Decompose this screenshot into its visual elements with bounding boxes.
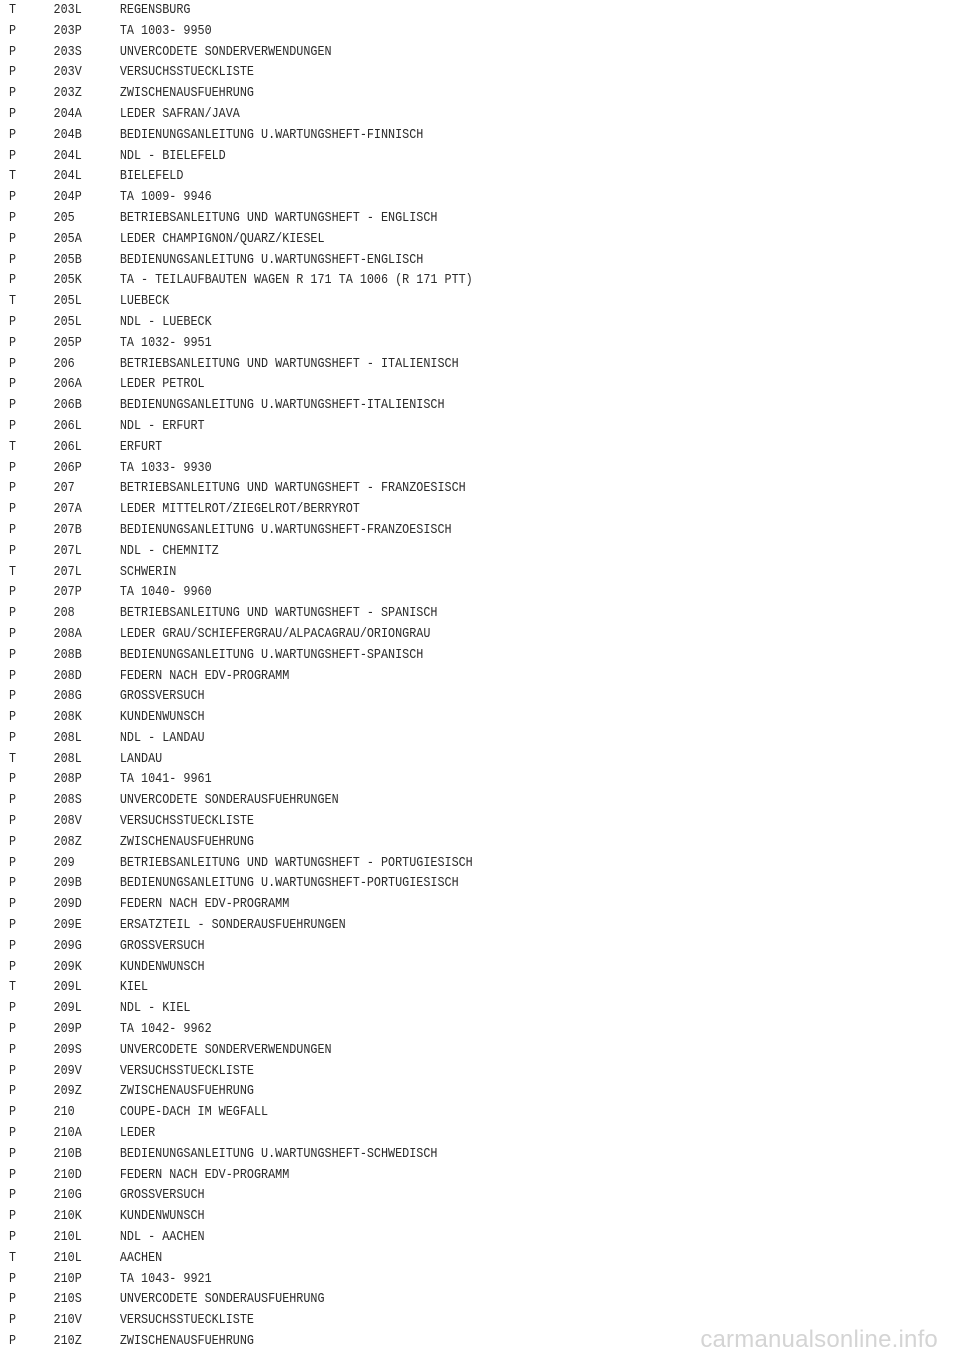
row-description: TA 1032- 9951: [119, 334, 212, 351]
list-item: [9, 458, 799, 479]
row-code: 210L: [53, 1229, 82, 1246]
row-description: VERSUCHSSTUECKLISTE: [119, 1312, 254, 1329]
row-code: 208B: [53, 646, 82, 663]
row-code: 207L: [53, 542, 82, 559]
row-type: P: [9, 1083, 17, 1100]
row-description: NDL - LANDAU: [119, 729, 205, 746]
row-code: 206B: [53, 397, 82, 414]
row-code: 203V: [53, 64, 82, 81]
list-item: [9, 250, 799, 271]
row-description: VERSUCHSSTUECKLISTE: [119, 813, 254, 830]
row-type: P: [9, 1041, 17, 1058]
row-code: 210L: [53, 1249, 82, 1266]
row-code: 209V: [53, 1062, 82, 1079]
row-description: ERFURT: [119, 438, 163, 455]
row-code: 210G: [53, 1187, 82, 1204]
row-code: 203P: [53, 22, 82, 39]
row-description: TA 1042- 9962: [119, 1021, 212, 1038]
list-item: [9, 853, 799, 874]
row-type: P: [9, 376, 17, 393]
row-type: P: [9, 147, 17, 164]
row-description: COUPE-DACH IM WEGFALL: [119, 1104, 269, 1121]
row-type: T: [9, 2, 17, 18]
list-item: [9, 686, 799, 707]
row-type: P: [9, 521, 17, 538]
row-type: P: [9, 667, 17, 684]
row-description: VERSUCHSSTUECKLISTE: [119, 1062, 254, 1079]
row-description: TA - TEILAUFBAUTEN WAGEN R 171 TA 1006 (R 171 PTT): [119, 272, 473, 289]
row-code: 206L: [53, 438, 82, 455]
list-item: [9, 666, 799, 687]
row-description: LEDER: [119, 1125, 156, 1142]
row-description: ZWISCHENAUSFUEHRUNG: [119, 1083, 254, 1100]
row-type: P: [9, 397, 17, 414]
row-type: P: [9, 1187, 17, 1204]
row-description: KIEL: [119, 979, 149, 996]
list-item: [9, 832, 799, 853]
list-item: [9, 1102, 799, 1123]
row-code: 209G: [53, 937, 82, 954]
row-description: UNVERCODETE SONDERVERWENDUNGEN: [119, 1041, 332, 1058]
row-code: 208P: [53, 771, 82, 788]
row-type: P: [9, 1229, 17, 1246]
list-item: [9, 1227, 799, 1248]
list-item: [9, 1206, 799, 1227]
list-item: [9, 1019, 799, 1040]
row-type: P: [9, 1000, 17, 1017]
row-code: 209L: [53, 979, 82, 996]
row-type: P: [9, 896, 17, 913]
row-code: 210S: [53, 1291, 82, 1308]
row-description: NDL - CHEMNITZ: [119, 542, 219, 559]
row-code: 204P: [53, 189, 82, 206]
row-type: P: [9, 1145, 17, 1162]
row-description: BIELEFELD: [119, 168, 184, 185]
row-description: TA 1043- 9921: [119, 1270, 212, 1287]
list-item: [9, 769, 799, 790]
row-description: SCHWERIN: [119, 563, 177, 580]
row-code: 204L: [53, 147, 82, 164]
row-code: 210Z: [53, 1333, 82, 1349]
row-type: P: [9, 1021, 17, 1038]
list-item: [9, 229, 799, 250]
row-type: P: [9, 792, 17, 809]
row-code: 209D: [53, 896, 82, 913]
row-type: P: [9, 813, 17, 830]
row-type: P: [9, 22, 17, 39]
row-type: P: [9, 126, 17, 143]
row-description: BETRIEBSANLEITUNG UND WARTUNGSHEFT - PORTUGIESISCH: [119, 854, 473, 871]
row-type: P: [9, 688, 17, 705]
row-code: 206P: [53, 459, 82, 476]
list-item: [9, 312, 799, 333]
row-type: P: [9, 1166, 17, 1183]
row-description: LANDAU: [119, 750, 163, 767]
list-item: [9, 62, 799, 83]
row-type: P: [9, 854, 17, 871]
row-description: TA 1009- 9946: [119, 189, 212, 206]
row-description: GROSSVERSUCH: [119, 1187, 205, 1204]
row-code: 207P: [53, 584, 82, 601]
row-description: ZWISCHENAUSFUEHRUNG: [119, 85, 254, 102]
row-description: BEDIENUNGSANLEITUNG U.WARTUNGSHEFT-FRANZOESISCH: [119, 521, 452, 538]
row-code: 207B: [53, 521, 82, 538]
row-type: T: [9, 438, 17, 455]
list-item: [9, 187, 799, 208]
list-item: [9, 1061, 799, 1082]
list-item: [9, 1040, 799, 1061]
row-code: 210D: [53, 1166, 82, 1183]
row-type: P: [9, 459, 17, 476]
list-item: [9, 416, 799, 437]
list-item: [9, 707, 799, 728]
row-type: P: [9, 251, 17, 268]
row-type: P: [9, 542, 17, 559]
row-code: 207L: [53, 563, 82, 580]
row-code: 208D: [53, 667, 82, 684]
list-item: [9, 208, 799, 229]
row-type: P: [9, 646, 17, 663]
row-description: FEDERN NACH EDV-PROGRAMM: [119, 1166, 290, 1183]
row-code: 203S: [53, 43, 82, 60]
row-code: 210A: [53, 1125, 82, 1142]
row-description: LEDER SAFRAN/JAVA: [119, 105, 240, 122]
list-item: [9, 1310, 799, 1331]
row-description: REGENSBURG: [119, 2, 191, 18]
row-type: P: [9, 729, 17, 746]
list-item: [9, 624, 799, 645]
list-item: [9, 395, 799, 416]
list-item: [9, 333, 799, 354]
row-description: TA 1041- 9961: [119, 771, 212, 788]
row-description: UNVERCODETE SONDERAUSFUEHRUNG: [119, 1291, 325, 1308]
list-item: [9, 1123, 799, 1144]
row-code: 209K: [53, 958, 82, 975]
row-type: P: [9, 1104, 17, 1121]
row-type: P: [9, 189, 17, 206]
row-description: BEDIENUNGSANLEITUNG U.WARTUNGSHEFT-SPANISCH: [119, 646, 424, 663]
row-type: P: [9, 709, 17, 726]
row-description: BETRIEBSANLEITUNG UND WARTUNGSHEFT - FRANZOESISCH: [119, 480, 466, 497]
row-type: P: [9, 272, 17, 289]
row-type: P: [9, 209, 17, 226]
list-item: [9, 728, 799, 749]
row-description: BETRIEBSANLEITUNG UND WARTUNGSHEFT - SPANISCH: [119, 605, 438, 622]
list-item: [9, 645, 799, 666]
list-item: [9, 811, 799, 832]
row-code: 210B: [53, 1145, 82, 1162]
row-description: ERSATZTEIL - SONDERAUSFUEHRUNGEN: [119, 917, 346, 934]
row-type: P: [9, 64, 17, 81]
row-code: 205L: [53, 293, 82, 310]
list-item: [9, 125, 799, 146]
list-item: [9, 478, 799, 499]
row-type: P: [9, 355, 17, 372]
row-type: P: [9, 1125, 17, 1142]
row-description: FEDERN NACH EDV-PROGRAMM: [119, 667, 290, 684]
row-code: 206: [53, 355, 75, 372]
row-type: P: [9, 417, 17, 434]
row-code: 206A: [53, 376, 82, 393]
row-code: 208S: [53, 792, 82, 809]
row-code: 204L: [53, 168, 82, 185]
row-type: P: [9, 334, 17, 351]
list-item: [9, 1185, 799, 1206]
row-type: P: [9, 958, 17, 975]
row-code: 208L: [53, 750, 82, 767]
row-code: 205K: [53, 272, 82, 289]
row-type: P: [9, 230, 17, 247]
list-item: [9, 1144, 799, 1165]
row-type: P: [9, 584, 17, 601]
row-code: 206L: [53, 417, 82, 434]
row-type: T: [9, 979, 17, 996]
row-code: 208Z: [53, 833, 82, 850]
list-item: [9, 1248, 799, 1269]
row-description: TA 1003- 9950: [119, 22, 212, 39]
row-description: TA 1033- 9930: [119, 459, 212, 476]
list-item: [9, 437, 799, 458]
row-type: P: [9, 1312, 17, 1329]
list-item: [9, 42, 799, 63]
row-type: P: [9, 480, 17, 497]
row-code: 209L: [53, 1000, 82, 1017]
row-type: P: [9, 917, 17, 934]
row-type: T: [9, 1249, 17, 1266]
row-code: 208K: [53, 709, 82, 726]
list-item: [9, 541, 799, 562]
list-item: [9, 749, 799, 770]
row-code: 204B: [53, 126, 82, 143]
row-description: NDL - BIELEFELD: [119, 147, 226, 164]
row-type: P: [9, 1062, 17, 1079]
row-type: P: [9, 313, 17, 330]
row-code: 210P: [53, 1270, 82, 1287]
list-item: [9, 957, 799, 978]
row-description: KUNDENWUNSCH: [119, 958, 205, 975]
row-type: P: [9, 1208, 17, 1225]
row-description: LEDER CHAMPIGNON/QUARZ/KIESEL: [119, 230, 325, 247]
row-type: P: [9, 625, 17, 642]
row-code: 208L: [53, 729, 82, 746]
list-item: [9, 915, 799, 936]
row-description: TA 1040- 9960: [119, 584, 212, 601]
row-code: 210K: [53, 1208, 82, 1225]
list-item: [9, 104, 799, 125]
row-description: ZWISCHENAUSFUEHRUNG: [119, 1333, 254, 1349]
row-description: LEDER MITTELROT/ZIEGELROT/BERRYROT: [119, 501, 360, 518]
row-type: P: [9, 771, 17, 788]
row-description: AACHEN: [119, 1249, 163, 1266]
list-item: [9, 270, 799, 291]
row-description: NDL - KIEL: [119, 1000, 191, 1017]
row-description: BEDIENUNGSANLEITUNG U.WARTUNGSHEFT-FINNISCH: [119, 126, 424, 143]
row-description: UNVERCODETE SONDERVERWENDUNGEN: [119, 43, 332, 60]
row-description: NDL - LUEBECK: [119, 313, 212, 330]
row-code: 205L: [53, 313, 82, 330]
row-description: BEDIENUNGSANLEITUNG U.WARTUNGSHEFT-ENGLISCH: [119, 251, 424, 268]
row-type: P: [9, 105, 17, 122]
row-type: P: [9, 501, 17, 518]
row-description: BEDIENUNGSANLEITUNG U.WARTUNGSHEFT-SCHWEDISCH: [119, 1145, 438, 1162]
list-item: [9, 873, 799, 894]
list-item: [9, 1289, 799, 1310]
row-code: 209: [53, 854, 75, 871]
row-description: GROSSVERSUCH: [119, 688, 205, 705]
watermark-text: carmanualsonline.info: [700, 1326, 938, 1353]
row-description: KUNDENWUNSCH: [119, 1208, 205, 1225]
list-item: [9, 354, 799, 375]
row-code: 209Z: [53, 1083, 82, 1100]
list-item: [9, 977, 799, 998]
row-code: 209E: [53, 917, 82, 934]
list-item: [9, 1081, 799, 1102]
row-type: T: [9, 563, 17, 580]
list-item: [9, 83, 799, 104]
list-item: [9, 520, 799, 541]
row-type: P: [9, 605, 17, 622]
row-description: NDL - AACHEN: [119, 1229, 205, 1246]
code-listing: [9, 0, 949, 1352]
row-code: 205A: [53, 230, 82, 247]
list-item: [9, 582, 799, 603]
list-item: [9, 0, 799, 21]
list-item: [9, 1269, 799, 1290]
list-item: [9, 291, 799, 312]
row-description: KUNDENWUNSCH: [119, 709, 205, 726]
list-item: [9, 894, 799, 915]
row-type: P: [9, 875, 17, 892]
row-description: LEDER PETROL: [119, 376, 205, 393]
list-item: [9, 21, 799, 42]
row-description: LEDER GRAU/SCHIEFERGRAU/ALPACAGRAU/ORIONGRAU: [119, 625, 431, 642]
row-description: BEDIENUNGSANLEITUNG U.WARTUNGSHEFT-ITALIENISCH: [119, 397, 445, 414]
row-type: P: [9, 937, 17, 954]
row-description: UNVERCODETE SONDERAUSFUEHRUNGEN: [119, 792, 339, 809]
row-code: 205: [53, 209, 75, 226]
list-item: [9, 998, 799, 1019]
row-type: P: [9, 1333, 17, 1349]
row-code: 208A: [53, 625, 82, 642]
list-item: [9, 499, 799, 520]
list-item: [9, 603, 799, 624]
row-type: T: [9, 750, 17, 767]
row-type: T: [9, 293, 17, 310]
row-code: 208G: [53, 688, 82, 705]
row-description: GROSSVERSUCH: [119, 937, 205, 954]
row-type: P: [9, 43, 17, 60]
list-item: [9, 562, 799, 583]
row-code: 203Z: [53, 85, 82, 102]
row-description: VERSUCHSSTUECKLISTE: [119, 64, 254, 81]
row-code: 210: [53, 1104, 75, 1121]
row-code: 208: [53, 605, 75, 622]
list-item: [9, 374, 799, 395]
row-type: T: [9, 168, 17, 185]
row-code: 205P: [53, 334, 82, 351]
row-description: BEDIENUNGSANLEITUNG U.WARTUNGSHEFT-PORTUGIESISCH: [119, 875, 459, 892]
list-item: [9, 1165, 799, 1186]
row-code: 207: [53, 480, 75, 497]
list-item: [9, 790, 799, 811]
row-code: 208V: [53, 813, 82, 830]
row-type: P: [9, 833, 17, 850]
list-item: [9, 936, 799, 957]
row-code: 205B: [53, 251, 82, 268]
row-code: 207A: [53, 501, 82, 518]
row-type: P: [9, 85, 17, 102]
row-description: FEDERN NACH EDV-PROGRAMM: [119, 896, 290, 913]
row-code: 209S: [53, 1041, 82, 1058]
row-type: P: [9, 1270, 17, 1287]
row-code: 209B: [53, 875, 82, 892]
row-description: BETRIEBSANLEITUNG UND WARTUNGSHEFT - ITALIENISCH: [119, 355, 459, 372]
row-code: 210V: [53, 1312, 82, 1329]
row-description: NDL - ERFURT: [119, 417, 205, 434]
list-item: [9, 146, 799, 167]
row-code: 204A: [53, 105, 82, 122]
row-description: BETRIEBSANLEITUNG UND WARTUNGSHEFT - ENGLISCH: [119, 209, 438, 226]
row-description: LUEBECK: [119, 293, 170, 310]
list-item: [9, 166, 799, 187]
list-item: [9, 1331, 799, 1352]
row-type: P: [9, 1291, 17, 1308]
row-code: 203L: [53, 2, 82, 18]
row-code: 209P: [53, 1021, 82, 1038]
row-description: ZWISCHENAUSFUEHRUNG: [119, 833, 254, 850]
